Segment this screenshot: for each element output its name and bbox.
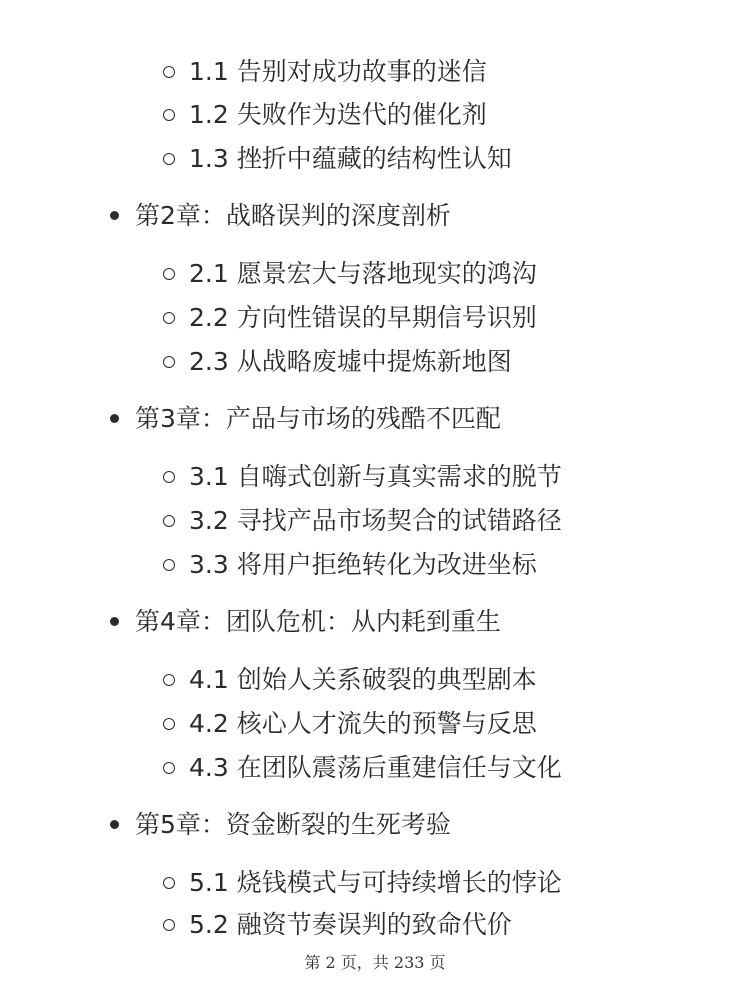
- outline-subitem: [163, 346, 512, 378]
- outline-subitem: [163, 752, 562, 784]
- hollow-bullet-icon: [163, 109, 175, 121]
- outline-subitem: [163, 909, 512, 941]
- outline-chapter: [110, 403, 501, 435]
- outline-subitem: [163, 461, 562, 493]
- outline-chapter-text: 第3章：产品与市场的残酷不匹配: [135, 404, 501, 433]
- outline-subitem: [163, 867, 562, 899]
- outline-subitem-text: 3.1 自嗨式创新与真实需求的脱节: [189, 462, 562, 491]
- hollow-bullet-icon: [163, 356, 175, 368]
- outline-subitem: [163, 302, 537, 334]
- hollow-bullet-icon: [163, 559, 175, 571]
- hollow-bullet-icon: [163, 312, 175, 324]
- outline-subitem-text: 4.2 核心人才流失的预警与反思: [189, 709, 537, 738]
- outline-subitem: [163, 258, 537, 290]
- filled-bullet-icon: [110, 414, 119, 423]
- hollow-bullet-icon: [163, 471, 175, 483]
- outline-subitem: [163, 708, 537, 740]
- hollow-bullet-icon: [163, 674, 175, 686]
- outline-subitem: [163, 505, 562, 537]
- outline-subitem-text: 2.1 愿景宏大与落地现实的鸿沟: [189, 259, 537, 288]
- outline-subitem-text: 4.1 创始人关系破裂的典型剧本: [189, 665, 537, 694]
- outline-chapter: [110, 606, 501, 638]
- filled-bullet-icon: [110, 617, 119, 626]
- outline-subitem-text: 1.3 挫折中蕴藏的结构性认知: [189, 144, 512, 173]
- outline-subitem: [163, 664, 537, 696]
- outline-subitem-text: 2.2 方向性错误的早期信号识别: [189, 303, 537, 332]
- outline-subitem: [163, 549, 537, 581]
- hollow-bullet-icon: [163, 153, 175, 165]
- outline-subitem-text: 1.1 告别对成功故事的迷信: [189, 57, 487, 86]
- outline-subitem-text: 3.2 寻找产品市场契合的试错路径: [189, 506, 562, 535]
- outline-subitem: [163, 143, 512, 175]
- outline-chapter-text: 第4章：团队危机：从内耗到重生: [135, 607, 501, 636]
- outline-chapter-text: 第2章：战略误判的深度剖析: [135, 201, 451, 230]
- hollow-bullet-icon: [163, 877, 175, 889]
- outline-subitem-text: 1.2 失败作为迭代的催化剂: [189, 100, 487, 129]
- filled-bullet-icon: [110, 211, 119, 220]
- hollow-bullet-icon: [163, 718, 175, 730]
- outline-subitem-text: 4.3 在团队震荡后重建信任与文化: [189, 753, 562, 782]
- outline-subitem: [163, 56, 487, 88]
- hollow-bullet-icon: [163, 515, 175, 527]
- outline-subitem: [163, 99, 487, 131]
- outline-chapter-text: 第5章：资金断裂的生死考验: [135, 810, 451, 839]
- outline-subitem-text: 5.2 融资节奏误判的致命代价: [189, 910, 512, 939]
- outline-subitem-text: 5.1 烧钱模式与可持续增长的悖论: [189, 868, 562, 897]
- hollow-bullet-icon: [163, 762, 175, 774]
- page-number-footer: 第 2 页，共 233 页: [304, 953, 446, 972]
- outline-subitem-text: 3.3 将用户拒绝转化为改进坐标: [189, 550, 537, 579]
- filled-bullet-icon: [110, 820, 119, 829]
- outline-chapter: [110, 200, 451, 232]
- outline-chapter: [110, 809, 451, 841]
- hollow-bullet-icon: [163, 919, 175, 931]
- hollow-bullet-icon: [163, 268, 175, 280]
- hollow-bullet-icon: [163, 66, 175, 78]
- outline-subitem-text: 2.3 从战略废墟中提炼新地图: [189, 347, 512, 376]
